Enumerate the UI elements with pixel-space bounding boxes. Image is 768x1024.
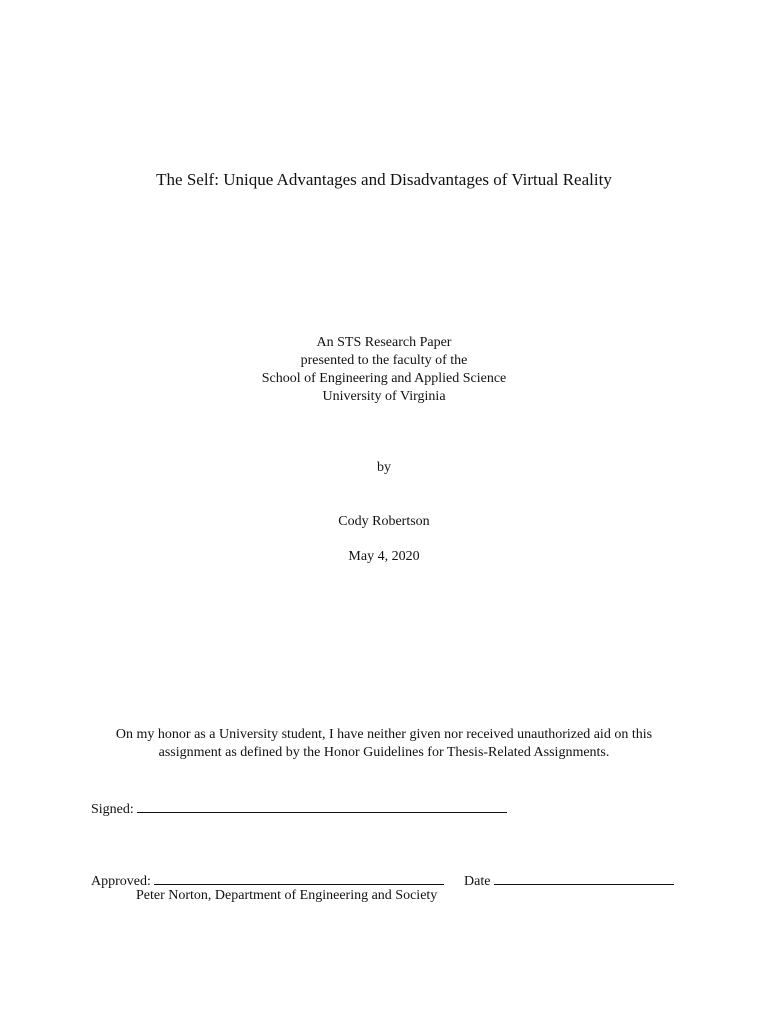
- date-signature-line: [494, 870, 674, 885]
- honor-statement-line-2: assignment as defined by the Honor Guidelines for Thesis-Related Assignments.: [158, 745, 610, 760]
- submission-line-3: School of Engineering and Applied Science: [261, 371, 507, 386]
- approved-label: Approved:: [91, 874, 151, 889]
- signed-label: Signed:: [91, 802, 134, 817]
- date-label: Date: [464, 874, 491, 889]
- signature-line: [137, 798, 507, 813]
- paper-title: The Self: Unique Advantages and Disadvantages of Virtual Reality: [156, 170, 612, 189]
- date-field: [464, 870, 674, 891]
- approver-name: Peter Norton, Department of Engineering and Society: [136, 888, 438, 903]
- approval-signature-line: [154, 870, 444, 885]
- paper-date: May 4, 2020: [348, 549, 420, 564]
- honor-statement-line-1: On my honor as a University student, I have neither given nor received unauthorized aid on this: [115, 727, 653, 742]
- submission-line-2: presented to the faculty of the: [300, 353, 468, 368]
- by-label: by: [377, 460, 391, 475]
- signed-field: [91, 798, 507, 819]
- submission-line-4: University of Virginia: [322, 389, 446, 404]
- submission-line-1: An STS Research Paper: [316, 335, 452, 350]
- author-name: Cody Robertson: [338, 514, 430, 529]
